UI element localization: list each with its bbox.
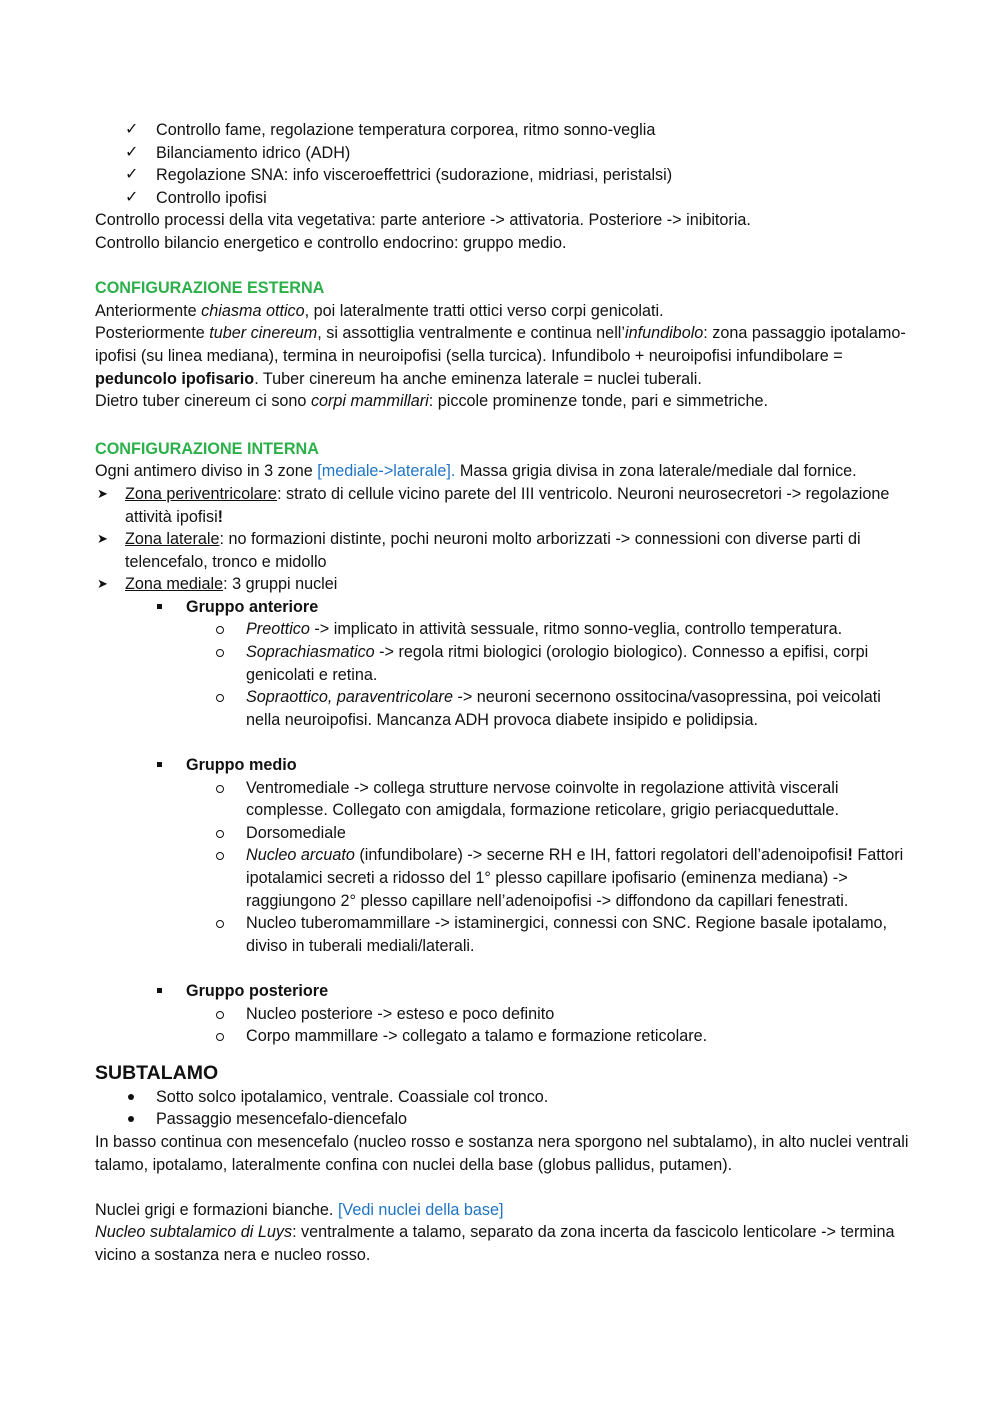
zone-mediale-item: ➤ Zona mediale: 3 gruppi nuclei xyxy=(95,573,915,596)
heading-subtalamo: SUBTALAMO xyxy=(95,1061,219,1084)
list-item: Ventromediale -> collega strutture nervose coinvolte in regolazione attività viscerali complesse. Collegato con amigdala, formazione reticolare, grigio periacqueduttale. xyxy=(95,777,915,822)
intro-line: Controllo processi della vita vegetativa: parte anteriore -> attivatoria. Posteriore -> inibitoria. xyxy=(95,211,751,230)
list-item: Sopraottico, paraventricolare -> neuroni secernono ossitocina/vasopressina, poi veicolati nella neuroipofisi. Mancanza ADH provoca diabete insipido e polidipsia. xyxy=(95,686,915,731)
list-item: Preottico -> implicato in attività sessuale, ritmo sonno-veglia, controllo temperatura. xyxy=(95,618,915,641)
list-item: Soprachiasmatico -> regola ritmi biologici (orologio biologico). Connesso a epifisi, corpi genicolati e retina. xyxy=(95,641,915,686)
bullet-item: Sotto solco ipotalamico, ventrale. Coassiale col tronco. xyxy=(95,1086,915,1109)
subtalamo-paragraph-1: In basso continua con mesencefalo (nucleo rosso e sostanza nera sporgono nel subtalamo), in alto nuclei ventrali talamo, ipotalamo, lateralmente confina con nuclei della base (globus pallidus, putamen). xyxy=(95,1132,909,1174)
subtalamo-paragraph-3: Nucleo subtalamico di Luys: ventralmente a talamo, separato da zona incerta da fascicolo lenticolare -> termina vicino a sostanza nera e nucleo rosso. xyxy=(95,1223,895,1264)
zone-laterale-item: ➤ Zona laterale: no formazioni distinte, pochi neuroni molto arborizzati -> connessioni con diverse parti di telencefalo, tronco e midollo xyxy=(97,530,861,571)
esterna-paragraph-1: Anteriormente chiasma ottico, poi lateralmente tratti ottici verso corpi genicolati. xyxy=(95,301,664,320)
arrow-bullet-icon: ➤ xyxy=(97,531,108,547)
heading-configurazione-esterna: CONFIGURAZIONE ESTERNA xyxy=(95,279,325,298)
list-item: Dorsomediale xyxy=(95,822,915,845)
list-item: Corpo mammillare -> collegato a talamo e formazione reticolare. xyxy=(95,1025,915,1048)
esterna-paragraph-2: Posteriormente tuber cinereum, si assottiglia ventralmente e continua nell’infundibolo: zona passaggio ipotalamo-ipofisi (su linea mediana), termina in neuroipofisi (sella turcica). Infundibolo + neuroipofisi infundibolare = peduncolo ipofisario. Tuber cinereum ha anche eminenza laterale = nuclei tuberali. xyxy=(95,324,906,388)
intro-line: Controllo bilancio energetico e controllo endocrino: gruppo medio. xyxy=(95,233,567,252)
check-item: ✓ Regolazione SNA: info visceroeffettrici (sudorazione, midriasi, peristalsi) xyxy=(95,164,915,187)
interna-intro: Ogni antimero diviso in 3 zone [mediale->laterale]. Massa grigia divisa in zona laterale/mediale dal fornice. xyxy=(95,462,857,481)
esterna-paragraph-3: Dietro tuber cinereum ci sono corpi mammillari: piccole prominenze tonde, pari e simmetriche. xyxy=(95,392,768,411)
gruppo-medio-heading: Gruppo medio xyxy=(95,754,915,777)
check-item: ✓ Controllo fame, regolazione temperatura corporea, ritmo sonno-veglia xyxy=(95,119,915,142)
zone-periventricolare-item: ➤ Zona periventricolare: strato di cellule vicino parete del III ventricolo. Neuroni neurosecretori -> regolazione attività ipofisi! xyxy=(97,484,890,526)
gruppo-anteriore-heading: Gruppo anteriore xyxy=(95,596,915,619)
gruppo-posteriore-heading: Gruppo posteriore xyxy=(95,980,915,1003)
check-item: ✓ Controllo ipofisi xyxy=(95,187,915,210)
arrow-bullet-icon: ➤ xyxy=(97,485,108,501)
heading-configurazione-interna: CONFIGURAZIONE INTERNA xyxy=(95,439,319,458)
bullet-item: Passaggio mesencefalo-diencefalo xyxy=(95,1108,915,1131)
document-page xyxy=(95,119,915,1267)
list-item: Nucleo tuberomammillare -> istaminergici, connessi con SNC. Regione basale ipotalamo, diviso in tuberali mediali/laterali. xyxy=(95,912,915,957)
list-item: Nucleo arcuato (infundibolare) -> secerne RH e IH, fattori regolatori dell’adenoipofisi! Fattori ipotalamici secreti a ridosso del 1° plesso capillare ipofisario (eminenza mediana) -> raggiungono 2° plesso capillare nell’adenoipofisi -> diffondono da capillari fenestrati. xyxy=(95,844,915,912)
subtalamo-paragraph-2: Nuclei grigi e formazioni bianche. [Vedi nuclei della base] xyxy=(95,1200,504,1219)
check-item: ✓ Bilanciamento idrico (ADH) xyxy=(95,142,915,165)
list-item: Nucleo posteriore -> esteso e poco definito xyxy=(95,1003,915,1026)
arrow-bullet-icon: ➤ xyxy=(97,576,108,592)
